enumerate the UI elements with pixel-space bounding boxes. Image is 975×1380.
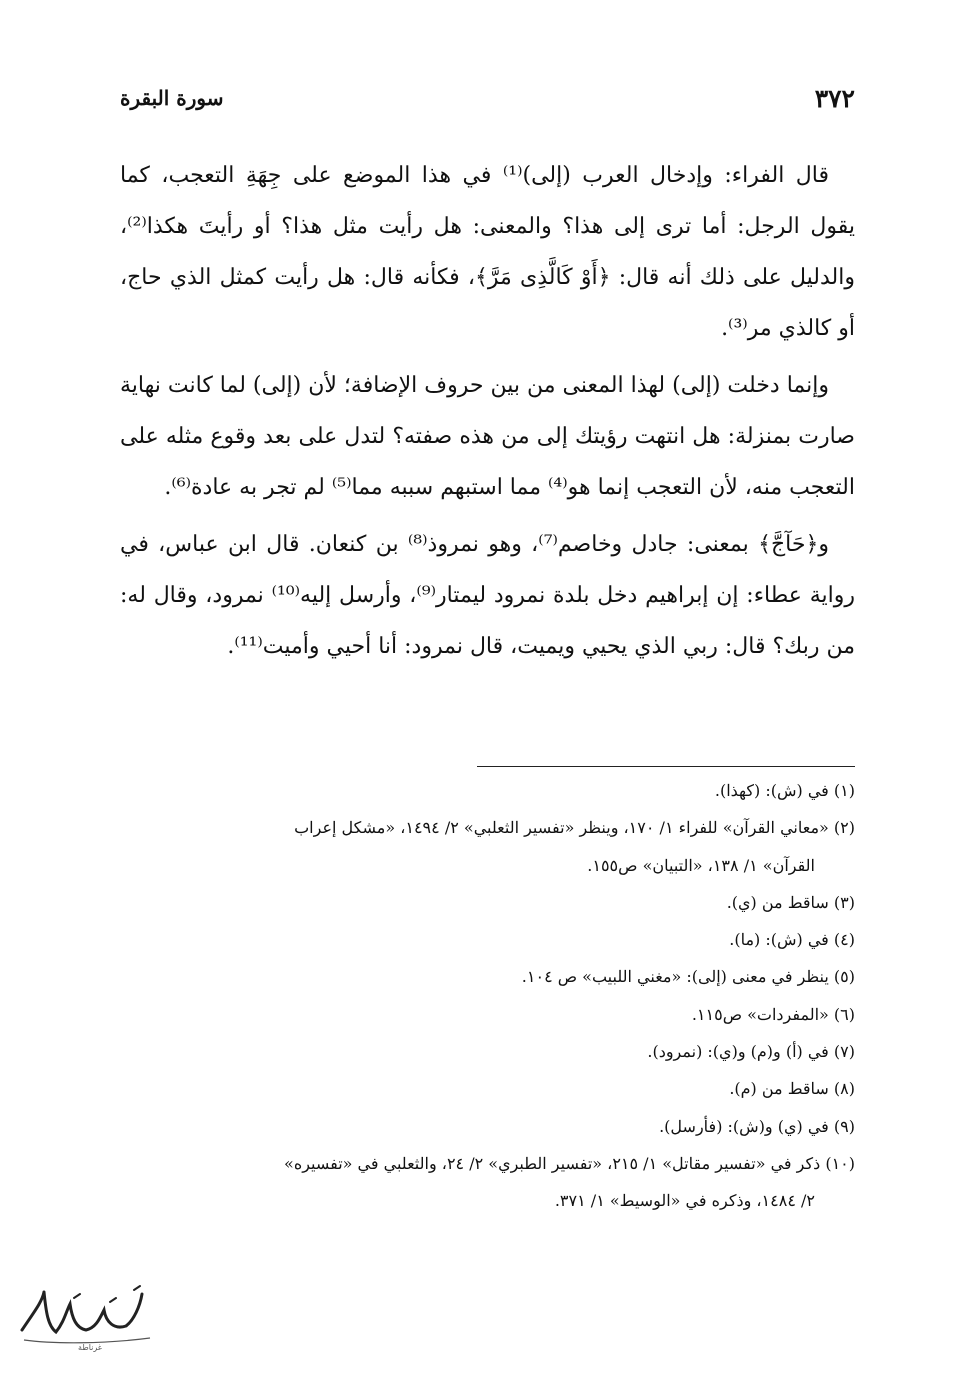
publisher-logo (14, 1282, 164, 1352)
footnote-7: (٧) في (أ) و(م) و(ي): (نمرود). (647, 1042, 855, 1062)
footnote-5: (٥) ينظر في معنى (إلى): «مغني اللبيب» ص ١٠٤. (521, 967, 855, 987)
footnote-10-continued: ٢/ ١٤٨٤، وذكره في «الوسيط» ١/ ٣٧١. (554, 1191, 815, 1211)
footnotes (120, 772, 855, 1220)
footnote-3: (٣) ساقط من (ي). (726, 892, 855, 912)
calligraphy-logo-icon (14, 1282, 164, 1352)
page-header (120, 78, 855, 118)
main-text (120, 150, 855, 672)
footnote-8: (٨) ساقط من (م). (729, 1079, 855, 1099)
footnote-2: (٢) «معاني القرآن» للفراء ١/ ١٧٠، وينظر «تفسير الثعلبي» ٢/ ١٤٩٤، «مشكل إعراب (294, 818, 855, 838)
footnote-1: (١) في (ش): (كهذا). (714, 781, 855, 800)
paragraph-2: وإنما دخلت (إلى) لهذا المعنى من بين حروف الإضافة؛ لأن (إلى) لما كانت نهاية صارت بمنزلة: هل انتهت رؤيتك إلى من هذه صفته؟ لتدل على بعد وقوع مثله على التعجب منه، لأن التعجب إنما هو⁽⁴⁾ مما استبهم سببه مما⁽⁵⁾ لم تجر به عادة⁽⁶⁾. (120, 373, 855, 500)
paragraph-1: قال الفراء: وإدخال العرب (إلى)⁽¹⁾ في هذا الموضع على جِهَةِ التعجب، كما يقول الرجل: أما ترى إلى هذا؟ والمعنى: هل رأيت مثل هذا؟ أو رأيتَ هكذا⁽²⁾، والدليل على ذلك أنه قال: ﴿أَوْ كَالَّذِى مَرَّ﴾، فكأنه قال: هل رأيت كمثل الذي حاج، أو كالذي مر⁽³⁾. (120, 163, 855, 341)
svg-text:غرناطة: غرناطة (78, 1343, 102, 1352)
footnote-4: (٤) في (ش): (ما). (729, 930, 855, 950)
surah-title: سورة البقرة (120, 86, 224, 110)
footnote-9: (٩) في (ي) و(ش): (فأرسل). (659, 1116, 855, 1136)
page-number: ٣٧٢ (814, 84, 855, 113)
footnote-divider (477, 766, 855, 767)
footnote-10: (١٠) ذكر في «تفسير مقاتل» ١/ ٢١٥، «تفسير الطبري» ٢/ ٢٤، والثعلبي في «تفسيره» (284, 1153, 855, 1173)
footnote-2-continued: القرآن» ١/ ١٣٨، «التبيان» ص١٥٥. (587, 855, 815, 875)
footnote-6: (٦) «المفردات» ص١١٥. (691, 1004, 855, 1024)
paragraph-3: و﴿حَآجَّ﴾ بمعنى: جادل وخاصم⁽⁷⁾، وهو نمروذ⁽⁸⁾ بن كنعان. قال ابن عباس، في رواية عطاء: إن إبراهيم دخل بلدة نمرود ليمتار⁽⁹⁾، وأرسل إليه⁽¹⁰⁾ نمرود، وقال له: من ربك؟ قال: ربي الذي يحيي ويميت، قال نمرود: أنا أحيي وأميت⁽¹¹⁾. (120, 532, 855, 659)
